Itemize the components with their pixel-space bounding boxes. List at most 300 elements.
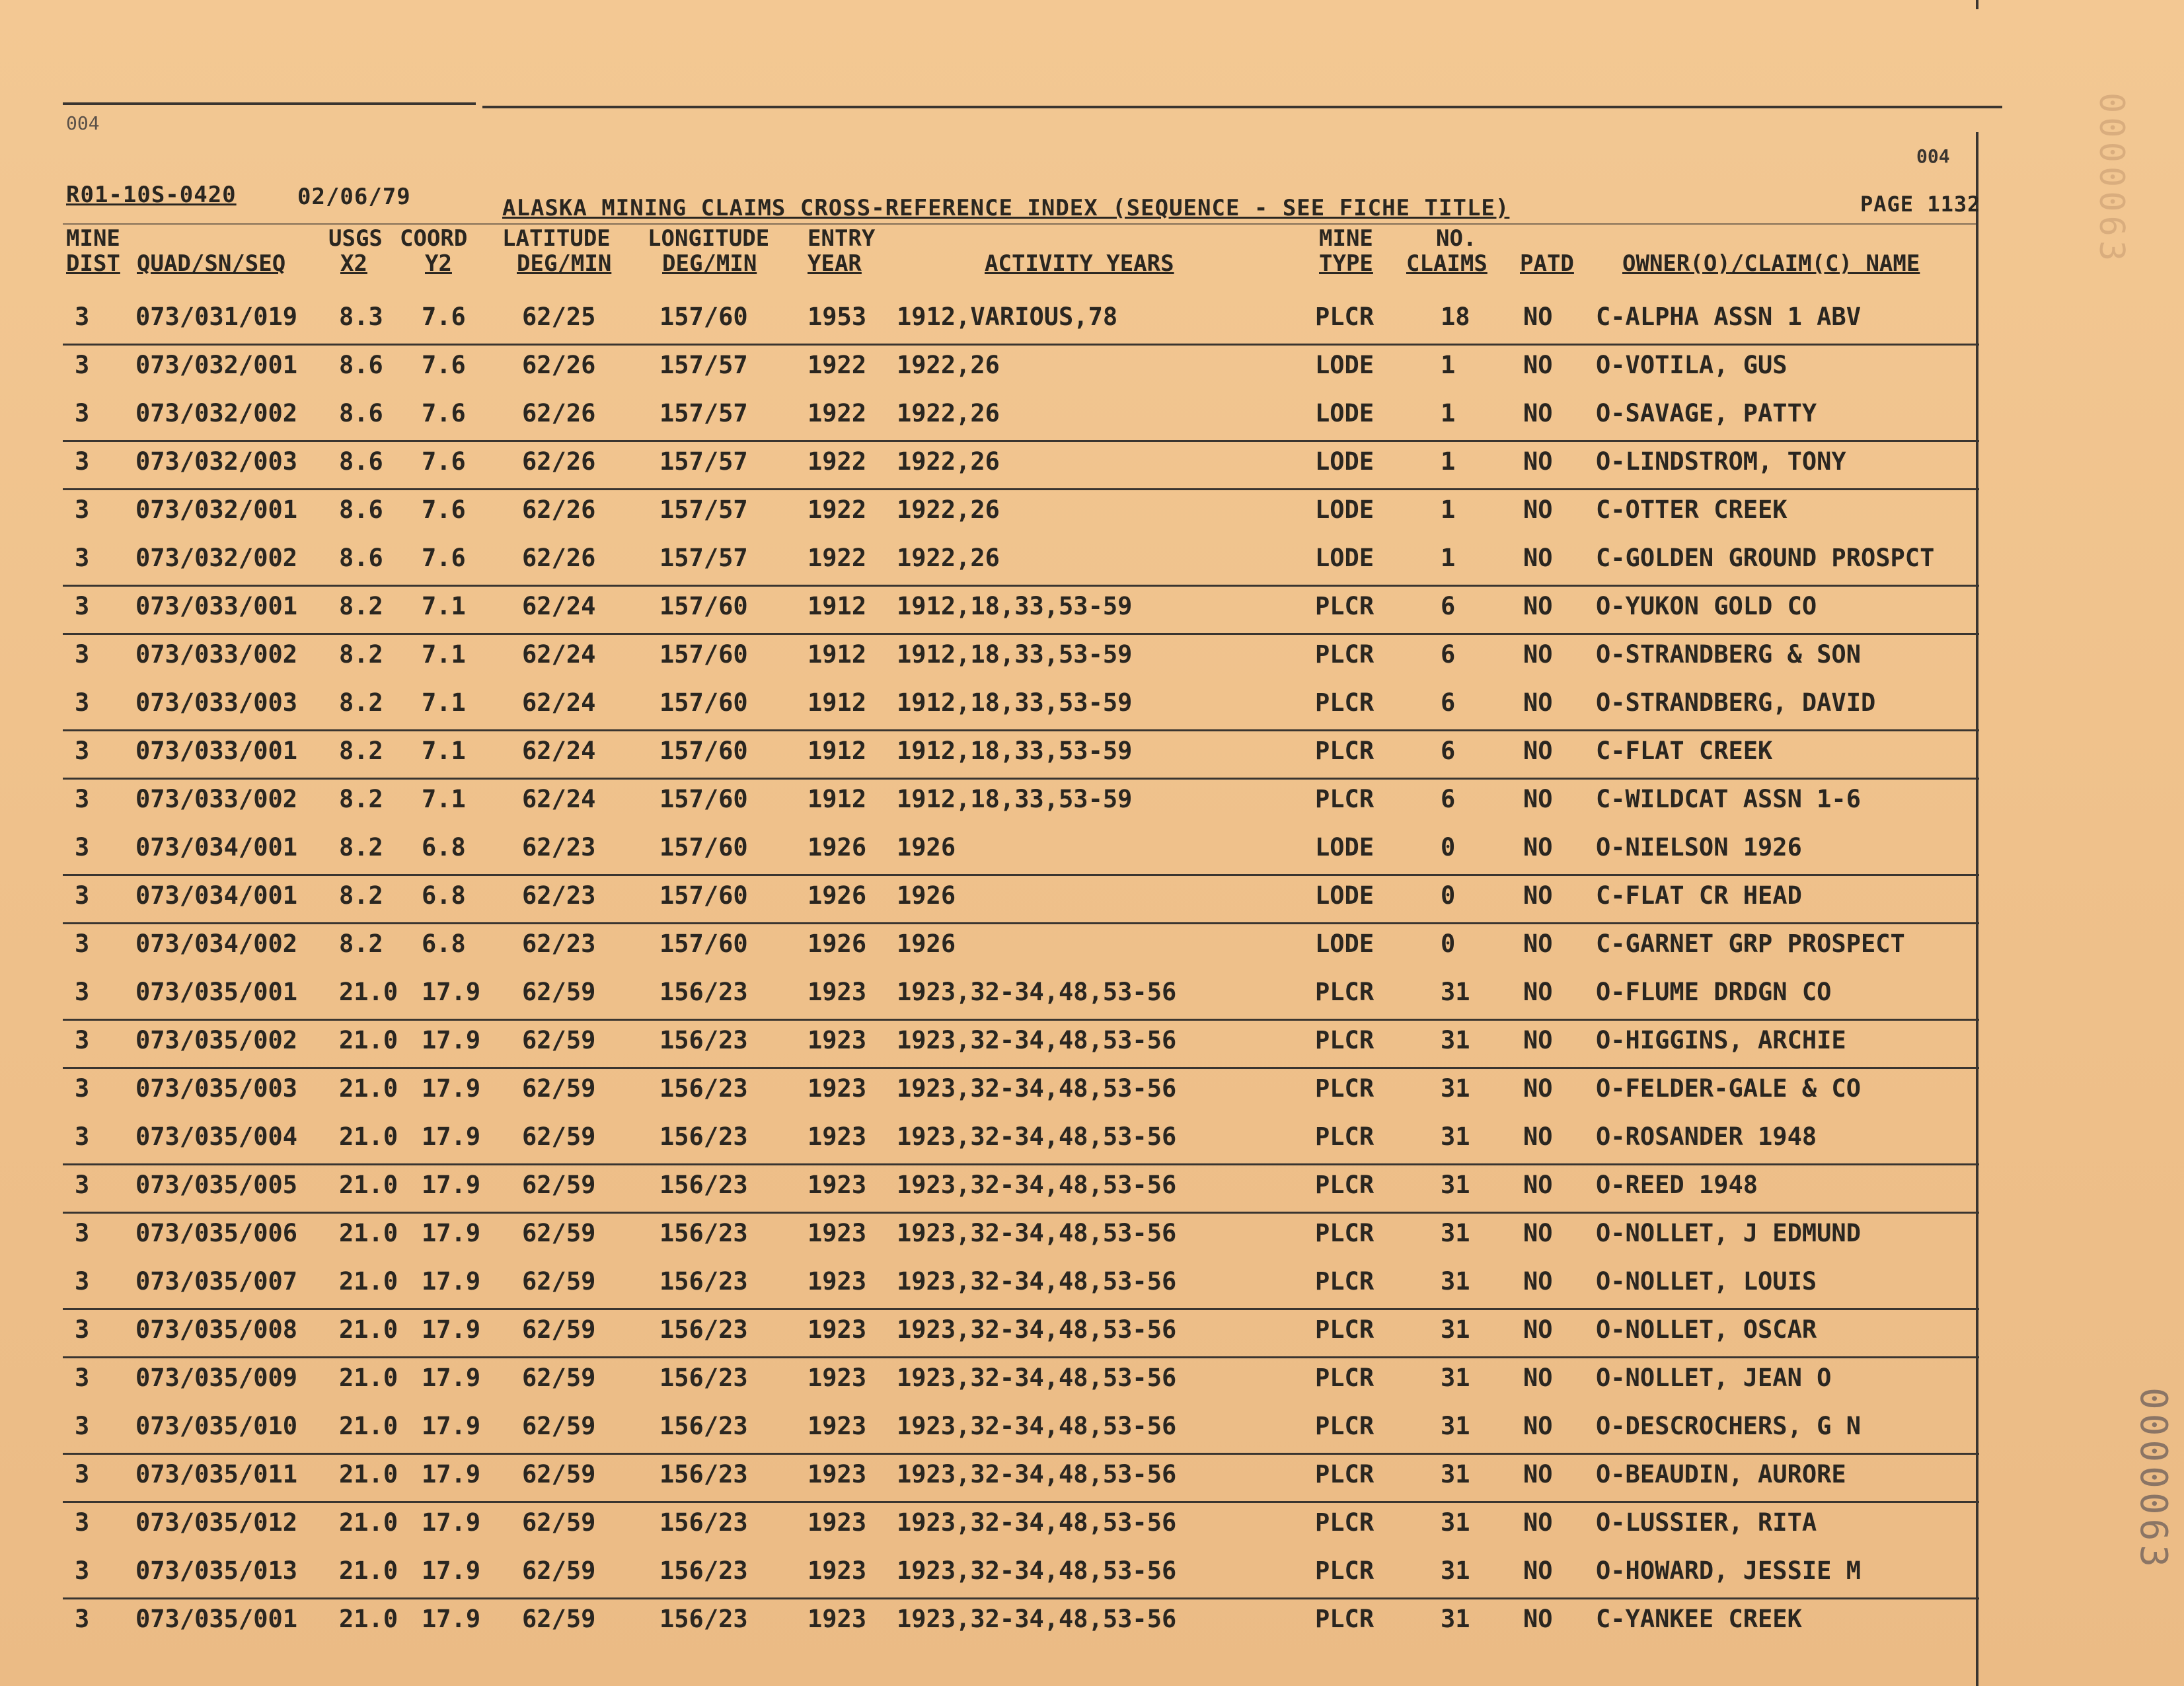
cell-lon: 156/23 (659, 1315, 748, 1344)
cell-y2: 17.9 (422, 1364, 481, 1392)
cell-patd: NO (1523, 1412, 1553, 1440)
cell-quad: 073/035/007 (135, 1267, 298, 1296)
table-row (63, 875, 1979, 924)
cell-type: LODE (1315, 351, 1374, 379)
cell-dist: 3 (75, 399, 90, 427)
top-mark: 004 (66, 112, 100, 134)
cell-lon: 156/23 (659, 1219, 748, 1247)
top-rule-left (63, 102, 476, 105)
table-row (63, 537, 1979, 587)
cell-claims: 0 (1441, 930, 1456, 958)
cell-y2: 6.8 (422, 881, 466, 910)
cell-type: LODE (1315, 447, 1374, 476)
cell-activity: 1923,32-34,48,53-56 (897, 1315, 1177, 1344)
cell-lat: 62/24 (522, 737, 596, 765)
cell-lat: 62/59 (522, 1412, 596, 1440)
cell-entry: 1923 (808, 1557, 867, 1585)
cell-x2: 21.0 (339, 1460, 398, 1488)
cell-y2: 17.9 (422, 1219, 481, 1247)
cell-lon: 157/57 (659, 447, 748, 476)
cell-y2: 7.1 (422, 640, 466, 669)
cell-activity: 1912,18,33,53-59 (897, 640, 1133, 669)
cell-entry: 1923 (808, 1508, 867, 1537)
cell-entry: 1923 (808, 1605, 867, 1633)
cell-dist: 3 (75, 881, 90, 910)
cell-y2: 7.6 (422, 399, 466, 427)
cell-owner: O-YUKON GOLD CO (1596, 592, 1817, 620)
cell-patd: NO (1523, 1508, 1553, 1537)
cell-y2: 17.9 (422, 1074, 481, 1103)
cell-entry: 1922 (808, 544, 867, 572)
cell-patd: NO (1523, 1171, 1553, 1199)
cell-x2: 8.2 (339, 785, 383, 813)
cell-quad: 073/033/002 (135, 785, 298, 813)
cell-x2: 21.0 (339, 1364, 398, 1392)
cell-owner: O-VOTILA, GUS (1596, 351, 1788, 379)
table-row (63, 1019, 1979, 1069)
cell-owner: O-LINDSTROM, TONY (1596, 447, 1846, 476)
cell-entry: 1926 (808, 833, 867, 861)
cell-x2: 8.2 (339, 688, 383, 717)
cell-y2: 7.6 (422, 303, 466, 331)
cell-x2: 21.0 (339, 1074, 398, 1103)
cell-entry: 1926 (808, 881, 867, 910)
cell-owner: O-REED 1948 (1596, 1171, 1758, 1199)
table-row (63, 1598, 1979, 1646)
cell-y2: 17.9 (422, 1508, 481, 1537)
cell-lon: 157/60 (659, 688, 748, 717)
cell-activity: 1923,32-34,48,53-56 (897, 1026, 1177, 1054)
cell-dist: 3 (75, 930, 90, 958)
top-right-corner (1976, 0, 1978, 9)
cell-y2: 7.1 (422, 688, 466, 717)
cell-patd: NO (1523, 1315, 1553, 1344)
cell-owner: O-FLUME DRDGN CO (1596, 978, 1832, 1006)
cell-claims: 31 (1441, 1364, 1470, 1392)
side-frame-number: 0000063 (2132, 1387, 2175, 1572)
cell-claims: 31 (1441, 1412, 1470, 1440)
table-row (63, 296, 1979, 346)
cell-claims: 18 (1441, 303, 1470, 331)
cell-x2: 8.3 (339, 303, 383, 331)
cell-patd: NO (1523, 1460, 1553, 1488)
cell-dist: 3 (75, 1412, 90, 1440)
cell-quad: 073/035/008 (135, 1315, 298, 1344)
cell-activity: 1923,32-34,48,53-56 (897, 1267, 1177, 1296)
cell-patd: NO (1523, 881, 1553, 910)
cell-owner: O-ROSANDER 1948 (1596, 1122, 1817, 1151)
cell-claims: 6 (1441, 785, 1456, 813)
cell-owner: O-HIGGINS, ARCHIE (1596, 1026, 1846, 1054)
report-id: R01-10S-0420 (66, 182, 237, 208)
cell-claims: 1 (1441, 544, 1456, 572)
cell-activity: 1923,32-34,48,53-56 (897, 1364, 1177, 1392)
cell-type: LODE (1315, 495, 1374, 524)
cell-lat: 62/59 (522, 1074, 596, 1103)
cell-dist: 3 (75, 833, 90, 861)
cell-x2: 21.0 (339, 1171, 398, 1199)
cell-x2: 21.0 (339, 1219, 398, 1247)
cell-lon: 157/60 (659, 592, 748, 620)
table-row (63, 1453, 1979, 1503)
cell-y2: 17.9 (422, 1171, 481, 1199)
cell-owner: O-STRANDBERG & SON (1596, 640, 1861, 669)
right-mark: 004 (1916, 145, 1950, 167)
cell-type: PLCR (1315, 688, 1374, 717)
top-rule-right (482, 106, 2002, 108)
cell-lon: 156/23 (659, 1122, 748, 1151)
cell-quad: 073/035/001 (135, 978, 298, 1006)
cell-quad: 073/035/013 (135, 1557, 298, 1585)
cell-entry: 1923 (808, 978, 867, 1006)
cell-quad: 073/035/011 (135, 1460, 298, 1488)
cell-owner: C-GOLDEN GROUND PROSPCT (1596, 544, 1935, 572)
cell-patd: NO (1523, 303, 1553, 331)
cell-claims: 31 (1441, 1267, 1470, 1296)
cell-type: PLCR (1315, 1605, 1374, 1633)
cell-patd: NO (1523, 737, 1553, 765)
cell-x2: 21.0 (339, 1557, 398, 1585)
cell-lat: 62/59 (522, 1171, 596, 1199)
cell-y2: 17.9 (422, 1605, 481, 1633)
cell-patd: NO (1523, 399, 1553, 427)
cell-owner: C-YANKEE CREEK (1596, 1605, 1802, 1633)
cell-lat: 62/59 (522, 1508, 596, 1537)
cell-dist: 3 (75, 1171, 90, 1199)
header-rule (63, 223, 1976, 225)
col-x2: USGS X2 (328, 225, 383, 277)
cell-entry: 1923 (808, 1171, 867, 1199)
cell-owner: O-BEAUDIN, AURORE (1596, 1460, 1846, 1488)
cell-x2: 21.0 (339, 1026, 398, 1054)
cell-lon: 156/23 (659, 1364, 748, 1392)
cell-owner: O-NIELSON 1926 (1596, 833, 1802, 861)
cell-quad: 073/032/003 (135, 447, 298, 476)
cell-owner: C-WILDCAT ASSN 1-6 (1596, 785, 1861, 813)
cell-activity: 1923,32-34,48,53-56 (897, 978, 1177, 1006)
cell-dist: 3 (75, 688, 90, 717)
cell-y2: 7.6 (422, 495, 466, 524)
cell-owner: O-NOLLET, LOUIS (1596, 1267, 1817, 1296)
cell-lon: 156/23 (659, 1508, 748, 1537)
cell-quad: 073/035/010 (135, 1412, 298, 1440)
table-row (63, 634, 1979, 681)
cell-dist: 3 (75, 1122, 90, 1151)
cell-claims: 1 (1441, 447, 1456, 476)
cell-claims: 6 (1441, 737, 1456, 765)
cell-dist: 3 (75, 303, 90, 331)
cell-owner: O-NOLLET, JEAN O (1596, 1364, 1832, 1392)
cell-type: PLCR (1315, 1171, 1374, 1199)
cell-dist: 3 (75, 1074, 90, 1103)
table-row (63, 971, 1979, 1021)
cell-activity: 1923,32-34,48,53-56 (897, 1508, 1177, 1537)
cell-type: PLCR (1315, 737, 1374, 765)
cell-lon: 157/57 (659, 351, 748, 379)
cell-lat: 62/23 (522, 881, 596, 910)
cell-entry: 1912 (808, 785, 867, 813)
cell-patd: NO (1523, 544, 1553, 572)
cell-lon: 156/23 (659, 978, 748, 1006)
cell-entry: 1923 (808, 1122, 867, 1151)
cell-type: PLCR (1315, 1122, 1374, 1151)
cell-owner: C-ALPHA ASSN 1 ABV (1596, 303, 1861, 331)
cell-x2: 21.0 (339, 1412, 398, 1440)
cell-claims: 0 (1441, 881, 1456, 910)
cell-owner: O-NOLLET, OSCAR (1596, 1315, 1817, 1344)
cell-claims: 6 (1441, 688, 1456, 717)
cell-x2: 8.6 (339, 351, 383, 379)
cell-y2: 17.9 (422, 1460, 481, 1488)
cell-entry: 1923 (808, 1315, 867, 1344)
cell-patd: NO (1523, 1219, 1553, 1247)
cell-lat: 62/23 (522, 833, 596, 861)
col-entry: ENTRY YEAR (808, 225, 876, 277)
cell-activity: 1926 (897, 833, 956, 861)
cell-y2: 17.9 (422, 1557, 481, 1585)
cell-quad: 073/035/012 (135, 1508, 298, 1537)
cell-patd: NO (1523, 495, 1553, 524)
cell-y2: 7.6 (422, 544, 466, 572)
cell-dist: 3 (75, 495, 90, 524)
cell-y2: 7.1 (422, 737, 466, 765)
faint-frame-number: 0000063 (2091, 92, 2131, 266)
cell-lat: 62/26 (522, 351, 596, 379)
cell-claims: 31 (1441, 978, 1470, 1006)
cell-y2: 17.9 (422, 1122, 481, 1151)
cell-lon: 157/60 (659, 303, 748, 331)
cell-dist: 3 (75, 1026, 90, 1054)
cell-entry: 1922 (808, 399, 867, 427)
cell-dist: 3 (75, 640, 90, 669)
cell-lon: 156/23 (659, 1557, 748, 1585)
cell-claims: 31 (1441, 1460, 1470, 1488)
cell-y2: 17.9 (422, 1412, 481, 1440)
cell-quad: 073/034/001 (135, 881, 298, 910)
cell-lat: 62/59 (522, 1460, 596, 1488)
table-row (63, 1309, 1979, 1358)
cell-y2: 7.6 (422, 351, 466, 379)
cell-lon: 156/23 (659, 1412, 748, 1440)
cell-lon: 157/60 (659, 881, 748, 910)
cell-lat: 62/24 (522, 640, 596, 669)
cell-owner: O-FELDER-GALE & CO (1596, 1074, 1861, 1103)
cell-claims: 31 (1441, 1122, 1470, 1151)
cell-quad: 073/031/019 (135, 303, 298, 331)
cell-lat: 62/24 (522, 688, 596, 717)
cell-quad: 073/032/001 (135, 351, 298, 379)
cell-activity: 1923,32-34,48,53-56 (897, 1412, 1177, 1440)
cell-lat: 62/26 (522, 544, 596, 572)
col-y2: COORD Y2 (400, 225, 468, 277)
col-lat: LATITUDE DEG/MIN (502, 225, 612, 277)
cell-quad: 073/035/004 (135, 1122, 298, 1151)
cell-type: PLCR (1315, 978, 1374, 1006)
cell-entry: 1922 (808, 447, 867, 476)
cell-entry: 1923 (808, 1026, 867, 1054)
cell-claims: 31 (1441, 1074, 1470, 1103)
cell-lon: 157/60 (659, 640, 748, 669)
cell-entry: 1912 (808, 592, 867, 620)
cell-lat: 62/59 (522, 1557, 596, 1585)
cell-patd: NO (1523, 1122, 1553, 1151)
cell-lat: 62/59 (522, 1267, 596, 1296)
cell-lat: 62/59 (522, 1219, 596, 1247)
cell-x2: 21.0 (339, 1315, 398, 1344)
cell-patd: NO (1523, 592, 1553, 620)
cell-type: PLCR (1315, 303, 1374, 331)
table-row (63, 392, 1979, 442)
report-date: 02/06/79 (297, 184, 411, 210)
cell-x2: 8.2 (339, 737, 383, 765)
cell-lon: 157/60 (659, 930, 748, 958)
cell-type: LODE (1315, 544, 1374, 572)
cell-y2: 7.1 (422, 785, 466, 813)
cell-x2: 21.0 (339, 1267, 398, 1296)
table-row (63, 1164, 1979, 1214)
cell-lon: 157/60 (659, 833, 748, 861)
cell-x2: 8.6 (339, 544, 383, 572)
cell-lon: 157/60 (659, 737, 748, 765)
cell-x2: 21.0 (339, 1508, 398, 1537)
cell-quad: 073/035/009 (135, 1364, 298, 1392)
cell-entry: 1923 (808, 1219, 867, 1247)
cell-activity: 1922,26 (897, 447, 1000, 476)
cell-quad: 073/035/003 (135, 1074, 298, 1103)
cell-y2: 7.6 (422, 447, 466, 476)
cell-activity: 1923,32-34,48,53-56 (897, 1605, 1177, 1633)
cell-dist: 3 (75, 1364, 90, 1392)
cell-type: PLCR (1315, 1267, 1374, 1296)
cell-activity: 1922,26 (897, 351, 1000, 379)
table-row (63, 1502, 1979, 1549)
cell-type: PLCR (1315, 1412, 1374, 1440)
cell-x2: 8.6 (339, 399, 383, 427)
table-row (63, 1550, 1979, 1599)
cell-activity: 1923,32-34,48,53-56 (897, 1171, 1177, 1199)
cell-lat: 62/26 (522, 495, 596, 524)
cell-dist: 3 (75, 1557, 90, 1585)
cell-owner: O-NOLLET, J EDMUND (1596, 1219, 1861, 1247)
cell-patd: NO (1523, 833, 1553, 861)
cell-dist: 3 (75, 1315, 90, 1344)
cell-entry: 1912 (808, 640, 867, 669)
table-row (63, 489, 1979, 536)
cell-patd: NO (1523, 1026, 1553, 1054)
cell-x2: 8.2 (339, 833, 383, 861)
cell-entry: 1923 (808, 1364, 867, 1392)
cell-patd: NO (1523, 785, 1553, 813)
cell-owner: O-DESCROCHERS, G N (1596, 1412, 1861, 1440)
cell-lat: 62/59 (522, 1122, 596, 1151)
cell-dist: 3 (75, 351, 90, 379)
cell-y2: 6.8 (422, 930, 466, 958)
cell-type: PLCR (1315, 640, 1374, 669)
col-claims: NO. CLAIMS (1406, 225, 1487, 277)
cell-patd: NO (1523, 1074, 1553, 1103)
cell-activity: 1912,18,33,53-59 (897, 592, 1133, 620)
table-row (63, 923, 1979, 971)
cell-lon: 156/23 (659, 1267, 748, 1296)
table-row (63, 585, 1979, 635)
cell-activity: 1926 (897, 930, 956, 958)
table-row (63, 1116, 1979, 1165)
cell-entry: 1922 (808, 495, 867, 524)
cell-y2: 17.9 (422, 1315, 481, 1344)
cell-quad: 073/034/001 (135, 833, 298, 861)
cell-entry: 1922 (808, 351, 867, 379)
cell-entry: 1912 (808, 688, 867, 717)
cell-type: PLCR (1315, 1074, 1374, 1103)
cell-activity: 1923,32-34,48,53-56 (897, 1122, 1177, 1151)
cell-claims: 1 (1441, 399, 1456, 427)
cell-x2: 21.0 (339, 1122, 398, 1151)
cell-lat: 62/59 (522, 1315, 596, 1344)
cell-owner: C-OTTER CREEK (1596, 495, 1788, 524)
cell-x2: 21.0 (339, 1605, 398, 1633)
cell-lat: 62/59 (522, 1026, 596, 1054)
table-row (63, 730, 1979, 780)
cell-type: PLCR (1315, 1364, 1374, 1392)
cell-patd: NO (1523, 688, 1553, 717)
cell-y2: 17.9 (422, 978, 481, 1006)
table-row (63, 1261, 1979, 1310)
cell-owner: C-GARNET GRP PROSPECT (1596, 930, 1905, 958)
cell-activity: 1923,32-34,48,53-56 (897, 1219, 1177, 1247)
cell-lat: 62/59 (522, 1364, 596, 1392)
cell-quad: 073/032/001 (135, 495, 298, 524)
cell-patd: NO (1523, 1605, 1553, 1633)
table-row (63, 1357, 1979, 1405)
cell-x2: 8.6 (339, 447, 383, 476)
cell-entry: 1923 (808, 1074, 867, 1103)
col-lon: LONGITUDE DEG/MIN (648, 225, 770, 277)
page-number: PAGE 1132 (1860, 192, 1981, 217)
cell-quad: 073/035/001 (135, 1605, 298, 1633)
cell-entry: 1923 (808, 1412, 867, 1440)
cell-lat: 62/26 (522, 399, 596, 427)
cell-dist: 3 (75, 1508, 90, 1537)
cell-dist: 3 (75, 544, 90, 572)
cell-patd: NO (1523, 447, 1553, 476)
table-row (63, 826, 1979, 876)
cell-entry: 1953 (808, 303, 867, 331)
cell-type: LODE (1315, 881, 1374, 910)
cell-patd: NO (1523, 1557, 1553, 1585)
cell-activity: 1922,26 (897, 544, 1000, 572)
cell-owner: O-STRANDBERG, DAVID (1596, 688, 1876, 717)
cell-entry: 1926 (808, 930, 867, 958)
cell-dist: 3 (75, 1460, 90, 1488)
cell-type: LODE (1315, 399, 1374, 427)
cell-activity: 1926 (897, 881, 956, 910)
cell-lon: 156/23 (659, 1460, 748, 1488)
cell-claims: 31 (1441, 1171, 1470, 1199)
cell-quad: 073/033/001 (135, 592, 298, 620)
cell-patd: NO (1523, 1364, 1553, 1392)
cell-activity: 1923,32-34,48,53-56 (897, 1460, 1177, 1488)
cell-patd: NO (1523, 930, 1553, 958)
cell-x2: 8.2 (339, 930, 383, 958)
cell-y2: 17.9 (422, 1267, 481, 1296)
col-patd: PATD (1520, 250, 1574, 277)
cell-patd: NO (1523, 978, 1553, 1006)
cell-quad: 073/034/002 (135, 930, 298, 958)
cell-claims: 31 (1441, 1557, 1470, 1585)
cell-lat: 62/59 (522, 978, 596, 1006)
cell-type: PLCR (1315, 1315, 1374, 1344)
cell-activity: 1923,32-34,48,53-56 (897, 1557, 1177, 1585)
